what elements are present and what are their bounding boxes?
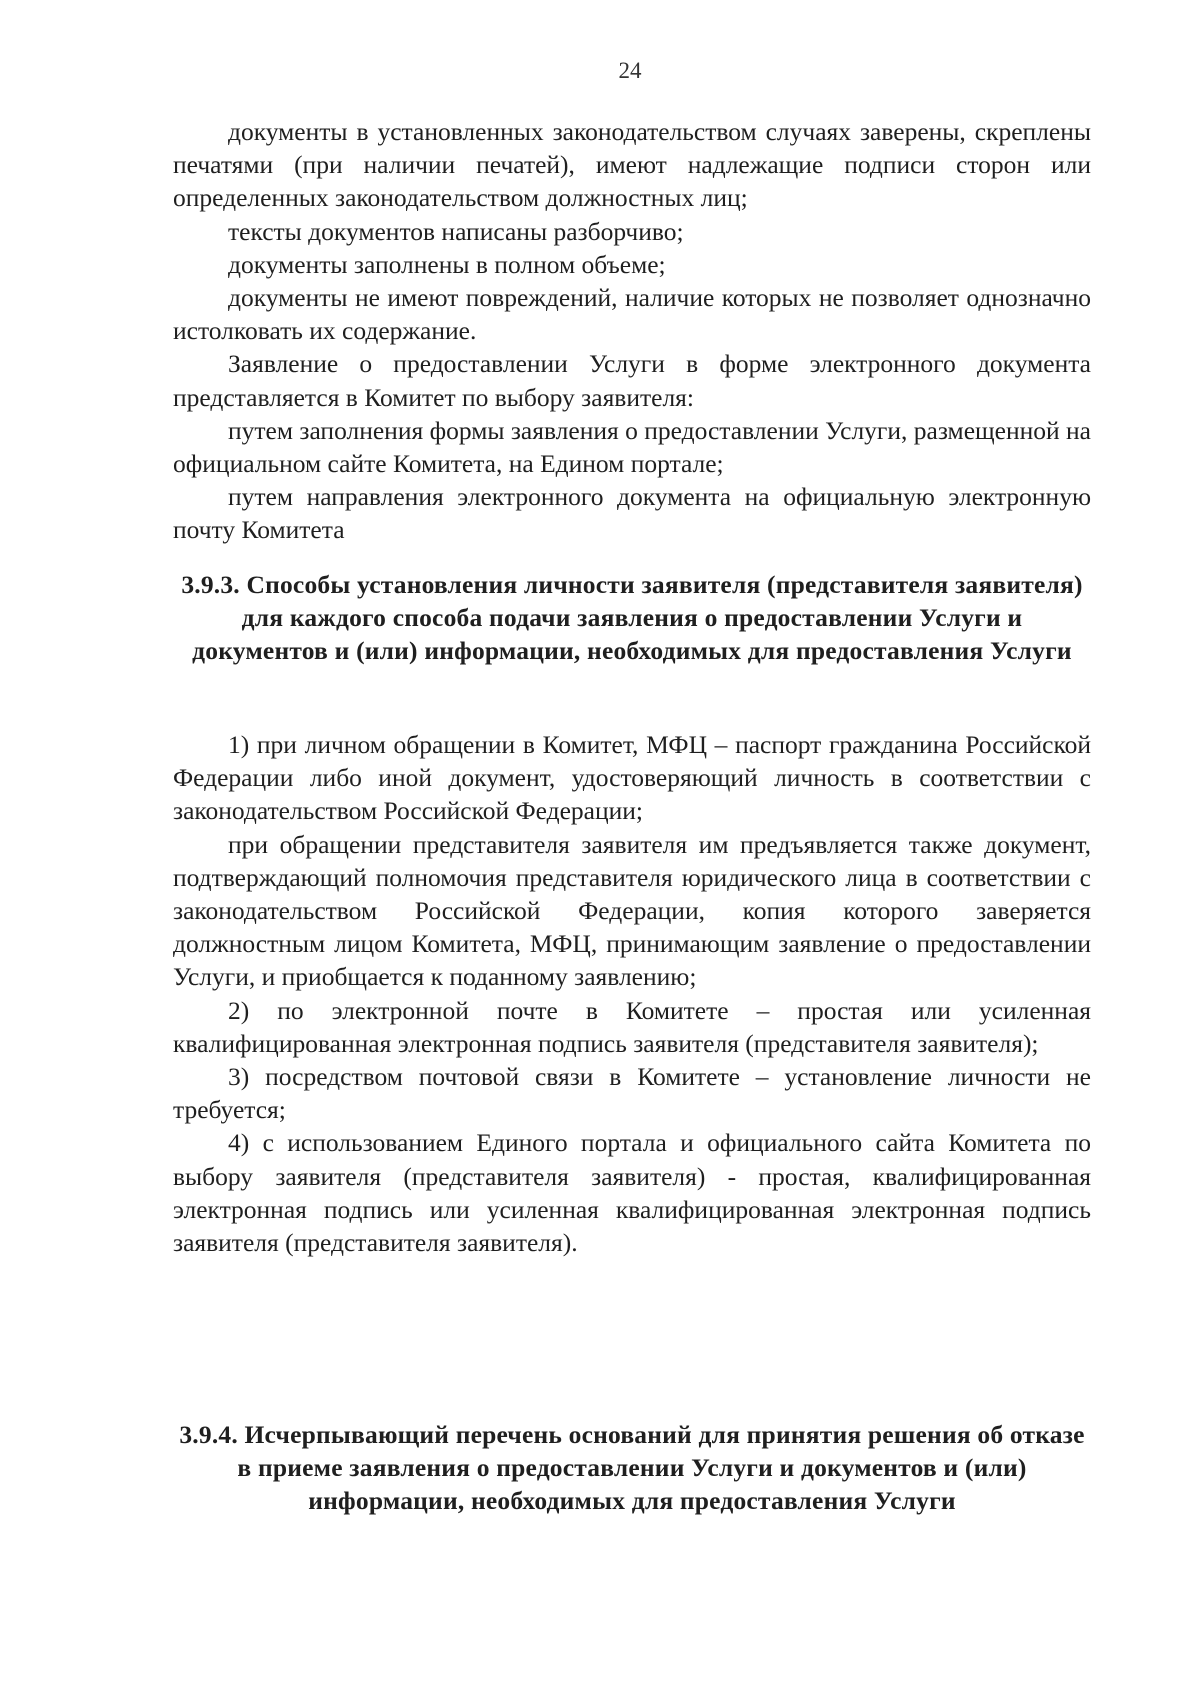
paragraph: путем направления электронного документа на официальную электронную почту Комитета [173,482,1091,545]
page-number: 24 [618,58,642,83]
paragraph: тексты документов написаны разборчиво; [228,216,684,246]
paragraph: при обращении представителя заявителя им предъявляется также документ, подтверждающий полномочия представителя юридического лица в соответствии с законодательством Российской Федерации, копия которого заверяется должностным лицом Комитета, МФЦ, принимающим заявление о предоставлении Услуги, и приобщается к поданному заявлению; [173,829,1091,992]
list-item: 3) посредством почтовой связи в Комитете – установление личности не требуется; [173,1062,1091,1125]
paragraph: документы в установленных законодательством случаях заверены, скреплены печатями (при наличии печатей), имеют надлежащие подписи сторон или определенных законодательством должностных лиц; [173,117,1091,213]
paragraph: путем заполнения формы заявления о предоставлении Услуги, размещенной на официальном сайте Комитета, на Едином портале; [173,415,1091,479]
requirements-section [173,115,1091,547]
paragraph: документы заполнены в полном объеме; [228,249,666,279]
list-item: 1) при личном обращении в Комитет, МФЦ – паспорт гражданина Российской Федерации либо иной документ, удостоверяющий личность в соответствии с законодательством Российской Федерации; [173,730,1091,826]
section-heading-3-9-3: 3.9.3. Способы установления личности заявителя (представителя заявителя) для каждого способа подачи заявления о предоставлении Услуги и документов и (или) информации, необходимых для предоставления Услуги [181,570,1083,666]
paragraph: Заявление о предоставлении Услуги в форме электронного документа представляется в Комитет по выбору заявителя: [173,349,1091,412]
paragraph: документы не имеют повреждений, наличие которых не позволяет однозначно истолковать их содержание. [173,283,1091,346]
list-item: 2) по электронной почте в Комитете – простая или усиленная квалифицированная электронная подпись заявителя (представителя заявителя); [173,995,1091,1058]
section-heading-3-9-4: 3.9.4. Исчерпывающий перечень оснований для принятия решения об отказе в приеме заявления о предоставлении Услуги и документов и (или) информации, необходимых для предоставления Услуги [179,1420,1085,1516]
list-item: 4) с использованием Единого портала и официального сайта Комитета по выбору заявителя (представителя заявителя) - простая, квалифицированная электронная подпись или усиленная квалифицированная электронная подпись заявителя (представителя заявителя). [173,1128,1091,1258]
identification-methods-section [173,728,1091,1259]
